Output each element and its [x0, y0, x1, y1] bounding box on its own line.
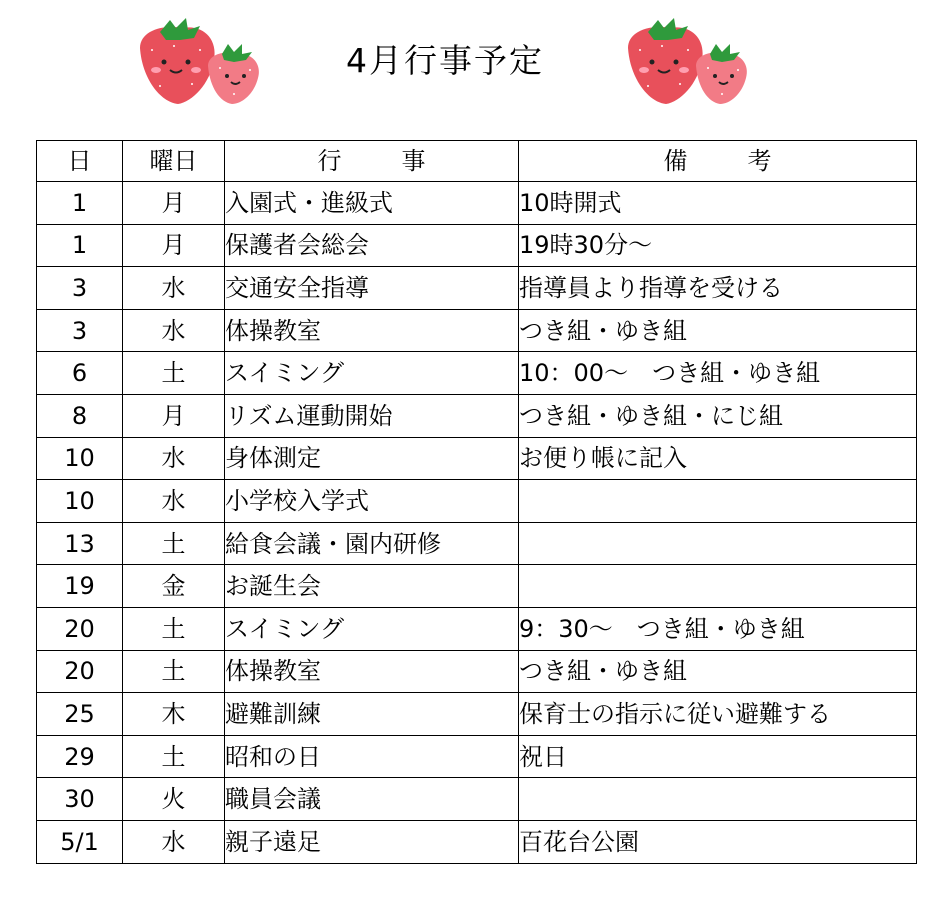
table-row: [37, 394, 917, 437]
cell-event: 交通安全指導: [225, 267, 519, 310]
cell-day: 20: [37, 650, 123, 693]
strawberries-icon: [130, 10, 270, 110]
table-row: [37, 778, 917, 821]
cell-notes: つき組・ゆき組: [519, 309, 917, 352]
cell-day: 3: [37, 309, 123, 352]
table-row: [37, 352, 917, 395]
table-row: [37, 309, 917, 352]
cell-event: スイミング: [225, 352, 519, 395]
page-header: [0, 0, 952, 130]
cell-event: 避難訓練: [225, 693, 519, 736]
cell-day: 6: [37, 352, 123, 395]
cell-event: 入園式・進級式: [225, 182, 519, 225]
cell-weekday: 月: [123, 224, 225, 267]
cell-day: 20: [37, 607, 123, 650]
cell-day: 13: [37, 522, 123, 565]
cell-event: リズム運動開始: [225, 394, 519, 437]
cell-weekday: 土: [123, 352, 225, 395]
cell-notes: [519, 522, 917, 565]
cell-day: 1: [37, 182, 123, 225]
cell-weekday: 水: [123, 437, 225, 480]
header-day: 日: [37, 141, 123, 182]
header-notes: 備考: [519, 141, 917, 182]
cell-event: お誕生会: [225, 565, 519, 608]
cell-weekday: 月: [123, 394, 225, 437]
cell-day: 10: [37, 480, 123, 523]
cell-notes: つき組・ゆき組: [519, 650, 917, 693]
cell-weekday: 土: [123, 522, 225, 565]
header-event: 行事: [225, 141, 519, 182]
cell-event: 給食会議・園内研修: [225, 522, 519, 565]
cell-notes: [519, 778, 917, 821]
cell-notes: 保育士の指示に従い避難する: [519, 693, 917, 736]
cell-day: 8: [37, 394, 123, 437]
cell-notes: [519, 480, 917, 523]
table-row: [37, 650, 917, 693]
cell-event: 職員会議: [225, 778, 519, 821]
cell-notes: 百花台公園: [519, 820, 917, 863]
table-row: [37, 437, 917, 480]
table-row: [37, 522, 917, 565]
cell-notes: 19時30分～: [519, 224, 917, 267]
cell-weekday: 土: [123, 650, 225, 693]
cell-day: 19: [37, 565, 123, 608]
table-row: [37, 565, 917, 608]
cell-event: 親子遠足: [225, 820, 519, 863]
page-title: 4月行事予定: [346, 41, 544, 80]
cell-day: 5/1: [37, 820, 123, 863]
cell-weekday: 水: [123, 820, 225, 863]
cell-weekday: 木: [123, 693, 225, 736]
event-schedule-table: [36, 140, 917, 864]
cell-day: 10: [37, 437, 123, 480]
table-header-row: [37, 141, 917, 182]
cell-event: 身体測定: [225, 437, 519, 480]
cell-weekday: 土: [123, 607, 225, 650]
cell-weekday: 土: [123, 735, 225, 778]
table-row: [37, 480, 917, 523]
cell-day: 3: [37, 267, 123, 310]
header-weekday: 曜日: [123, 141, 225, 182]
cell-event: 昭和の日: [225, 735, 519, 778]
cell-day: 30: [37, 778, 123, 821]
cell-notes: 祝日: [519, 735, 917, 778]
table-row: [37, 267, 917, 310]
cell-notes: 9：30～ つき組・ゆき組: [519, 607, 917, 650]
table-row: [37, 607, 917, 650]
table-row: [37, 182, 917, 225]
table-row: [37, 693, 917, 736]
cell-day: 25: [37, 693, 123, 736]
strawberries-icon: [618, 10, 758, 110]
cell-weekday: 火: [123, 778, 225, 821]
cell-weekday: 水: [123, 309, 225, 352]
cell-notes: 10：00～ つき組・ゆき組: [519, 352, 917, 395]
cell-event: スイミング: [225, 607, 519, 650]
cell-event: 体操教室: [225, 309, 519, 352]
cell-event: 体操教室: [225, 650, 519, 693]
cell-event: 保護者会総会: [225, 224, 519, 267]
cell-event: 小学校入学式: [225, 480, 519, 523]
cell-notes: [519, 565, 917, 608]
table-row: [37, 820, 917, 863]
table-row: [37, 224, 917, 267]
table-row: [37, 735, 917, 778]
cell-notes: つき組・ゆき組・にじ組: [519, 394, 917, 437]
cell-notes: 指導員より指導を受ける: [519, 267, 917, 310]
cell-weekday: 金: [123, 565, 225, 608]
cell-weekday: 月: [123, 182, 225, 225]
cell-day: 29: [37, 735, 123, 778]
cell-notes: お便り帳に記入: [519, 437, 917, 480]
cell-day: 1: [37, 224, 123, 267]
cell-weekday: 水: [123, 267, 225, 310]
cell-notes: 10時開式: [519, 182, 917, 225]
cell-weekday: 水: [123, 480, 225, 523]
